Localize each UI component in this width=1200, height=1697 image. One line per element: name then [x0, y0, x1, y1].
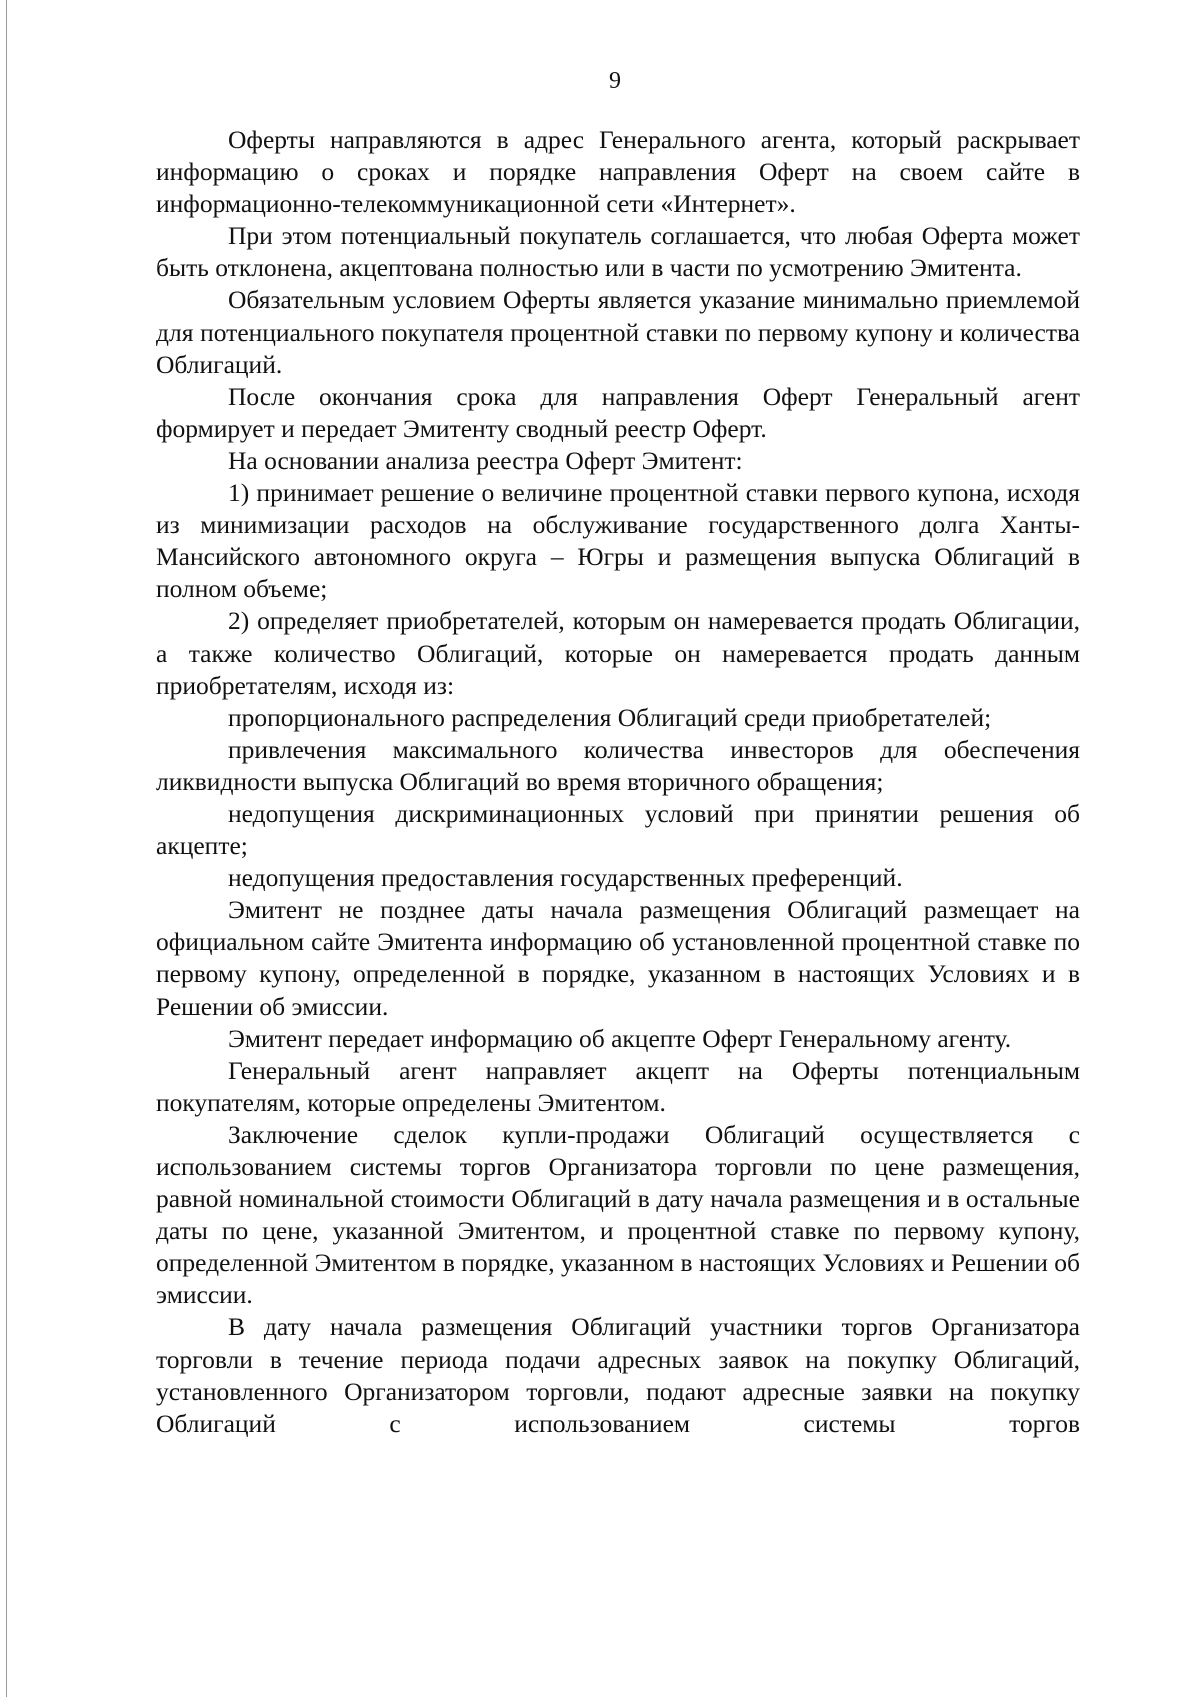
criterion-item: недопущения дискриминационных условий при принятии решения об акцепте;: [156, 798, 1080, 861]
paragraph-continued: В дату начала размещения Облигаций участники торгов Организатора торговли в течение периода подачи адресных заявок на покупку Облигаций, установленного Организатором торговли, подают адресные заявки на покупку Облигаций с использованием системы торгов: [156, 1312, 1080, 1438]
paragraph: Эмитент передает информацию об акцепте Оферт Генеральному агенту.: [228, 1023, 1012, 1053]
list-item-2: 2) определяет приобретателей, которым он намеревается продать Облигации, а также количество Облигаций, которые он намеревается продать данным приобретателям, исходя из:: [156, 606, 1080, 700]
paragraph: Обязательным условием Оферты является указание минимально приемлемой для потенциального покупателя процентной ставки по первому купону и количества Облигаций.: [156, 285, 1080, 379]
paragraph: Эмитент не позднее даты начала размещения Облигаций размещает на официальном сайте Эмитента информацию об установленной процентной ставке по первому купону, определенной в порядке, указанном в настоящих Условиях и в Решении об эмиссии.: [156, 895, 1080, 1021]
document-body: [156, 124, 1080, 1440]
criterion-item: недопущения предоставления государственных преференций.: [228, 863, 903, 893]
criterion-item: пропорционального распределения Облигаций среди приобретателей;: [228, 702, 992, 732]
paragraph: После окончания срока для направления Оферт Генеральный агент формирует и передает Эмитенту сводный реестр Оферт.: [156, 381, 1080, 443]
paragraph: Оферты направляются в адрес Генерального агента, который раскрывает информацию о сроках и порядке направления Оферт на своем сайте в информационно-телекоммуникационной сети «Интернет».: [156, 125, 1080, 219]
paragraph: Заключение сделок купли-продажи Облигаций осуществляется с использованием системы торгов Организатора торговли по цене размещения, равной номинальной стоимости Облигаций в дату начала размещения и в остальные даты по цене, указанной Эмитентом, и процентной ставке по первому купону, определенной Эмитентом в порядке, указанном в настоящих Условиях и Решении об эмиссии.: [156, 1119, 1080, 1310]
page-number: 9: [609, 68, 621, 94]
list-item-1: 1) принимает решение о величине процентной ставки первого купона, исходя из минимизации расходов на обслуживание государственного долга Ханты-Мансийского автономного округа – Югры и размещения выпуска Облигаций в полном объеме;: [156, 478, 1080, 604]
paragraph: При этом потенциальный покупатель соглашается, что любая Оферта может быть отклонена, акцептована полностью или в части по усмотрению Эмитента.: [156, 221, 1080, 283]
criterion-item: привлечения максимального количества инвесторов для обеспечения ликвидности выпуска Облигаций во время вторичного обращения;: [156, 734, 1080, 796]
paragraph: На основании анализа реестра Оферт Эмитент:: [228, 445, 743, 475]
paragraph: Генеральный агент направляет акцепт на Оферты потенциальным покупателям, которые определены Эмитентом.: [156, 1055, 1080, 1117]
page-edge-line: [6, 0, 7, 1697]
